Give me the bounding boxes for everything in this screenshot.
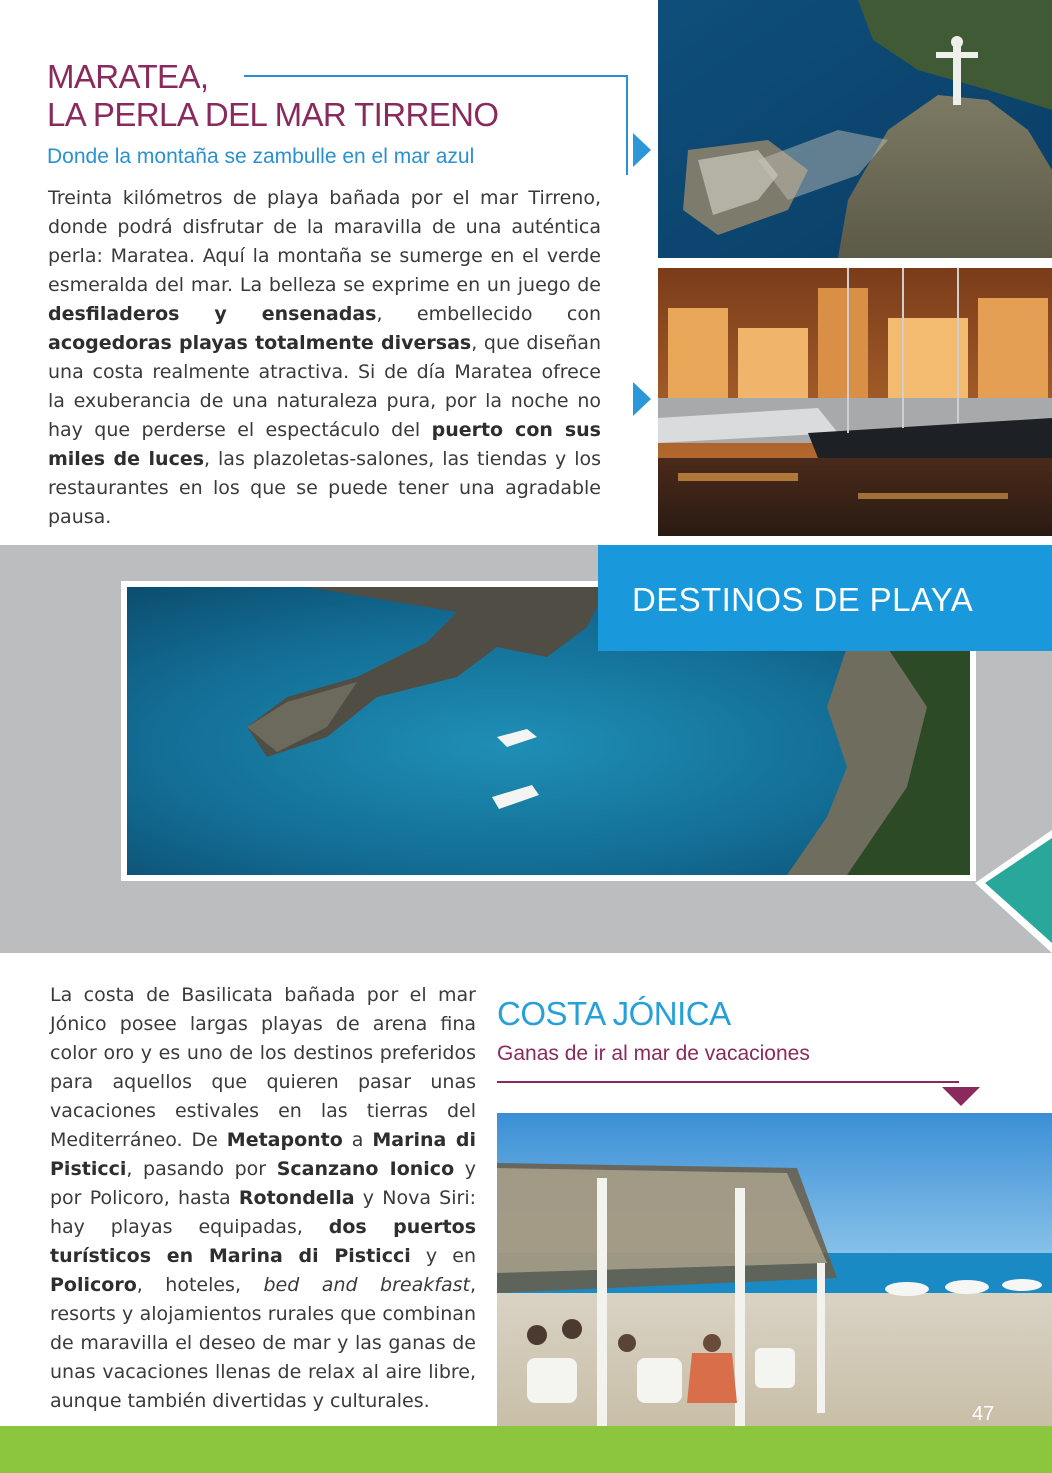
destinos-banner bbox=[598, 545, 1052, 651]
text-run: , pasando por bbox=[126, 1158, 277, 1180]
bold-text: puerto con sus miles de luces bbox=[48, 419, 601, 470]
beach-photo bbox=[497, 1113, 1052, 1426]
costa-jonica-body bbox=[50, 981, 476, 1416]
page-number: 47 bbox=[972, 1403, 995, 1425]
pointer-down-icon bbox=[942, 1087, 980, 1106]
bold-text: Metaponto bbox=[226, 1129, 343, 1151]
text-run: Treinta kilómetros de playa bañada por el mar Tirreno, donde podrá disfrutar de la maravilla de una auténtica perla: Maratea. Aquí la montaña se sumerge en el verde esmeralda del mar. La belleza se exprime en un juego de bbox=[48, 187, 601, 296]
maratea-title bbox=[47, 58, 498, 134]
text-run: , que diseñan una costa realmente atractiva. Si de día Maratea ofrece la exuberancia de una naturaleza pura, por la noche no hay que perderse el espectáculo del bbox=[48, 332, 601, 441]
text-run: , resorts y alojamientos rurales que combinan de maravilla el deseo de mar y las ganas de unas vacaciones llenas de relax al aire libre, aunque también divertidas y culturales. bbox=[50, 1274, 476, 1412]
subtitle-rule bbox=[497, 1081, 959, 1083]
teal-chevron-icon bbox=[975, 830, 1052, 953]
maratea-aerial-photo bbox=[658, 0, 1052, 258]
bold-text: Policoro bbox=[50, 1274, 137, 1296]
footer-bar bbox=[0, 1426, 1052, 1473]
costa-jonica-subtitle: Ganas de ir al mar de vacaciones bbox=[497, 1042, 810, 1065]
text-run: a bbox=[342, 1129, 373, 1151]
text-run: , hoteles, bbox=[136, 1274, 264, 1296]
text-run: La costa de Basilicata bañada por el mar Jónico posee largas playas de arena fina color oro y es uno de los destinos preferidos para aquellos que quieren pasar unas vacaciones estivales en las tierras del Mediterráneo. De bbox=[50, 984, 476, 1151]
maratea-harbour-photo bbox=[658, 268, 1052, 536]
maratea-subtitle: Donde la montaña se zambulle en el mar azul bbox=[47, 145, 475, 168]
pointer-right-icon bbox=[633, 382, 651, 416]
bold-text: desfiladeros y ensenadas bbox=[48, 303, 377, 325]
bold-text: Scanzano Ionico bbox=[276, 1158, 455, 1180]
bold-text: dos puertos turísticos en Marina di Pisticci bbox=[50, 1216, 477, 1267]
title-rule-vertical bbox=[626, 75, 628, 175]
text-run: y en bbox=[410, 1245, 476, 1267]
maratea-body bbox=[48, 184, 601, 532]
bold-text: acogedoras playas totalmente diversas bbox=[48, 332, 472, 354]
maratea-title-line1: MARATEA, bbox=[47, 58, 209, 95]
text-run: , embellecido con bbox=[376, 303, 602, 325]
pointer-right-icon bbox=[633, 133, 651, 167]
text-run: y por Policoro, hasta bbox=[50, 1158, 476, 1209]
text-run: y Nova Siri: hay playas equipadas, bbox=[50, 1187, 476, 1238]
maratea-title-line2: LA PERLA DEL MAR TIRRENO bbox=[47, 96, 499, 133]
bold-text: Rotondella bbox=[238, 1187, 355, 1209]
costa-jonica-title: COSTA JÓNICA bbox=[497, 995, 731, 1032]
bold-text: Marina di Pisticci bbox=[50, 1129, 476, 1180]
destinos-title: DESTINOS DE PLAYA bbox=[632, 581, 974, 618]
text-run: , las plazoletas-salones, las tiendas y los restaurantes en los que se puede tener una agradable pausa. bbox=[48, 448, 601, 528]
italic-text: bed and breakfast bbox=[263, 1274, 470, 1296]
title-rule-horizontal bbox=[244, 75, 628, 77]
